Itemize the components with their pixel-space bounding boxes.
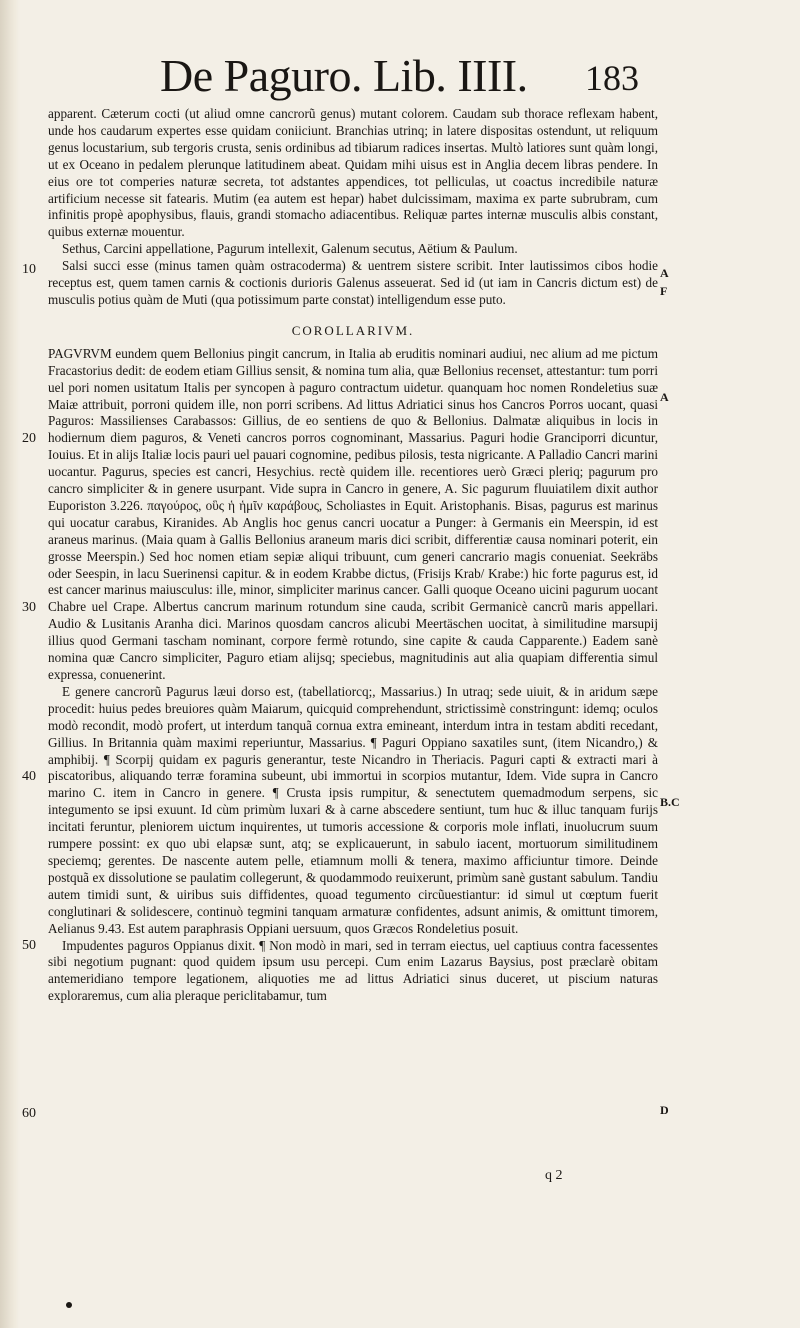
paragraph: PAGVRVM eundem quem Bellonius pingit cancrum, in Italia ab eruditis nominari audiui, nec alium ad me pictum Fracastorius dedit: de eodem etiam Gillius sensit, & nomina tum alia, quæ Bellonius recenset, attestantur: tum porri uel pori nomen usitatum Italis per syncopen à paguro contractum uidetur. quanquam hoc nomen Rondeletius suæ Maiæ attribuit, porroni quidem ille, non porri scribens. Ad littus Adriatici sinus hos Cancros Porros uocant, quasi Paguros: Massilienses Carabassos: Gillius, de eo sentiens de quo & Bellonius. Dalmatæ aliquibus in locis in hodiernum diem paguros, & Veneti cancros porros cognominant, Massarius. Paguri hodie Granciporri dicuntur, Iouius. Et in alijs Italiæ locis pauri uel pauari cognomine, pedibus pilosis, testa nigricante. A Palladio Cancri marini uocantur. Pagurus, species est cancri, Hesychius. rectè quidem ille. recentiores uerò Græci pleriq; pagurum pro cancro simpliciter & in genere usurpant. Vide supra in Cancro in genere, A. Sic pagurum fluuiatilem dixit author Euporiston 3.226. παγούρος, οὓς ἡ ἡμῖν καράβους, Scholiastes in Equit. Aristophanis. Bisas, pagurus est marinus qui uocatur carabus, Kiranides. Ab Anglis hoc genus cancri uocatur a Punger: à Germanis ein Meerspin, id est araneus marinus. (Maia quam à Gallis Bellonius araneum maris dici scribit, differentiæ causa nominari poterit, ein grosse Meerspin.) Sed hoc nomen etiam sepiæ aliqui tribuunt, cum generi cancrario magis conueniat. Seekräbs oder Seespin, in lacu Suerinensi capitur. & in eodem Krabbe dictus, (Frisijs Krab/ Krabe:) hic forte pagurus est, id est cancer marinus maiusculus: ille, minor, simpliciter marinus cancer. Galli quoque Oceano uicini pagurum uocant Chabre uel Crape. Albertus cancrum marinum rotundum sine cauda, scribit Germanicè cancrũ maris appellari. Audio & Lusitanis Aranha dici. Marinos quosdam cancros alicubi Meertäschen uocitat, à similitudine marsupij illius quod Germani tascham nominant, corpore fermè rotundo, sine capite & cauda Capparente.) Eadem sanè nomina quæ Cancro simpliciter, Paguro etiam alijsq; speciebus, magnitudinis aut alia quapiam differentia simul expressa, conuenerint. <box>48 345 658 682</box>
line-number: 10 <box>22 262 36 277</box>
line-number: 20 <box>22 431 36 446</box>
paragraph: Impudentes paguros Oppianus dixit. ¶ Non modò in mari, sed in terram eiectus, uel captiuus contra facessentes sibi negotium pugnant: quod quidem ipsum usu percepi. Cum enim Lazarus Baysius, post præclarè obitam antemeridiano tempore legationem, aliquoties me ad littus Adriatici sinus duceret, ut piscium naturas exploraremus, cum alia pleraque periclitabamur, tum <box>48 937 658 1004</box>
margin-letter: A <box>660 266 669 280</box>
line-number: 40 <box>22 769 36 784</box>
margin-letter: B.C <box>660 795 680 809</box>
paragraph: Salsi succi esse (minus tamen quàm ostracoderma) & uentrem sistere scribit. Inter lautissimos cibos hodie receptus est, quem tamen carnis & coctionis durioris Galenus asseuerat. Sed id (ut iam in Cancris dictum est) de musculis potius quàm de Muti (qua potissimum parte constat) intelligendum esse puto. <box>48 258 658 307</box>
line-number: 30 <box>22 600 36 615</box>
running-title: De Paguro. Lib. IIII. <box>160 50 528 101</box>
margin-letter: A <box>660 390 669 404</box>
page-header <box>160 48 680 108</box>
margin-letter: F <box>660 284 668 298</box>
margin-letter: D <box>660 1103 669 1117</box>
paragraph: E genere cancrorũ Pagurus læui dorso est, (tabellatiorcq;, Massarius.) In utraq; sede uiuit, & in aridum sæpe procedit: huius pedes breuiores quàm Maiarum, quicquid comprehendunt, strictissimè constringunt: idemq; oculos modò recondit, modò profert, ut interdum tanquã cornua extra emineant, interdum intra in testam abditi recedant, Gillius. In Britannia quàm maximi reperiuntur, Massarius. ¶ Paguri Oppiano saxatiles sunt, (item Nicandro,) & amphibij. ¶ Scorpij quidam ex paguris generantur, teste Nicandro in Theriacis. Paguri capti & extracti mari à piscatoribus, aliquando terræ foramina subeunt, ubi immortui in scorpios mutantur, Idem. Vide supra in Cancro marino C. item in Cancro in genere. ¶ Crusta ipsis rumpitur, & senectutem quemadmodum serpens, sic integumento se ipsi exuunt. Id cùm primùm luxari & à carne abscedere sentiunt, tum huc & illuc tanquam furijs incitati feruntur, pleniorem uictum inquirentes, ut tumoris accessione & corporis mole inflati, inuolucrum suum rumpere possint: ex quo ubi elapsæ sunt, atq; se explicauerunt, in sabulo iacent, mortuorum similitudinem speciemq; gerentes. De nascente autem pelle, etiamnum molli & tenera, maximo afficiuntur timore. Deinde postquã ex dissolutione se paulatim collegerunt, & quodammodo reuixerunt, primùm sanè gustant sabulum. Tandiu autem timidi sunt, & uiribus suis diffidentes, quoad tegumento circũuestiantur: id simul ut cœptum fuerit conglutinari & solidescere, continuò tegmini tanquam armaturæ confidentes, adsunt animis, & omittunt timorem, Aelianus 9.43. Est autem paraphrasis Oppiani uersuum, quos Græcos Rondeletius posuit. <box>48 683 658 936</box>
signature-mark: q 2 <box>545 1168 563 1183</box>
line-number: 60 <box>22 1106 36 1121</box>
page-number: 183 <box>585 58 639 98</box>
paragraph: apparent. Cæterum cocti (ut aliud omne cancrorũ genus) mutant colorem. Caudam sub thorace reflexam habent, unde hos caudarum expertes esse quidam coniiciunt. Branchias utrinq; in latere dispositas ostendunt, ut reliquum genus locustarium, sub tergoris crusta, senis ordinibus ad tibiarum radices insertas. Multò latiores sunt quàm longi, ut ex Oceano in pedalem plerunque latitudinem abeat. Quidam mihi uisus est in Anglia decem libras pendere. In eius ore tot comperies naturæ secreta, tot adstantes appendices, tot pelliculas, ut coactus incredibile naturæ artificium necesse sit fatearis. Mutim (ea autem est hepar) habet dulcissimam, maxima ex parte subrubram, cum infinitis propè apophysibus, flauis, grandi stomacho adiacentibus. Reliquæ partes internæ musculis albis constant, quibus externæ mouentur. <box>48 106 658 240</box>
section-heading: COROLLARIVM. <box>291 322 415 338</box>
ink-spot <box>66 1302 72 1308</box>
page-edge-shadow <box>0 0 20 1328</box>
line-number: 50 <box>22 938 36 953</box>
main-text <box>48 106 658 1005</box>
paragraph: Sethus, Carcini appellatione, Pagurum intellexit, Galenum secutus, Aëtium & Paulum. <box>62 241 518 257</box>
